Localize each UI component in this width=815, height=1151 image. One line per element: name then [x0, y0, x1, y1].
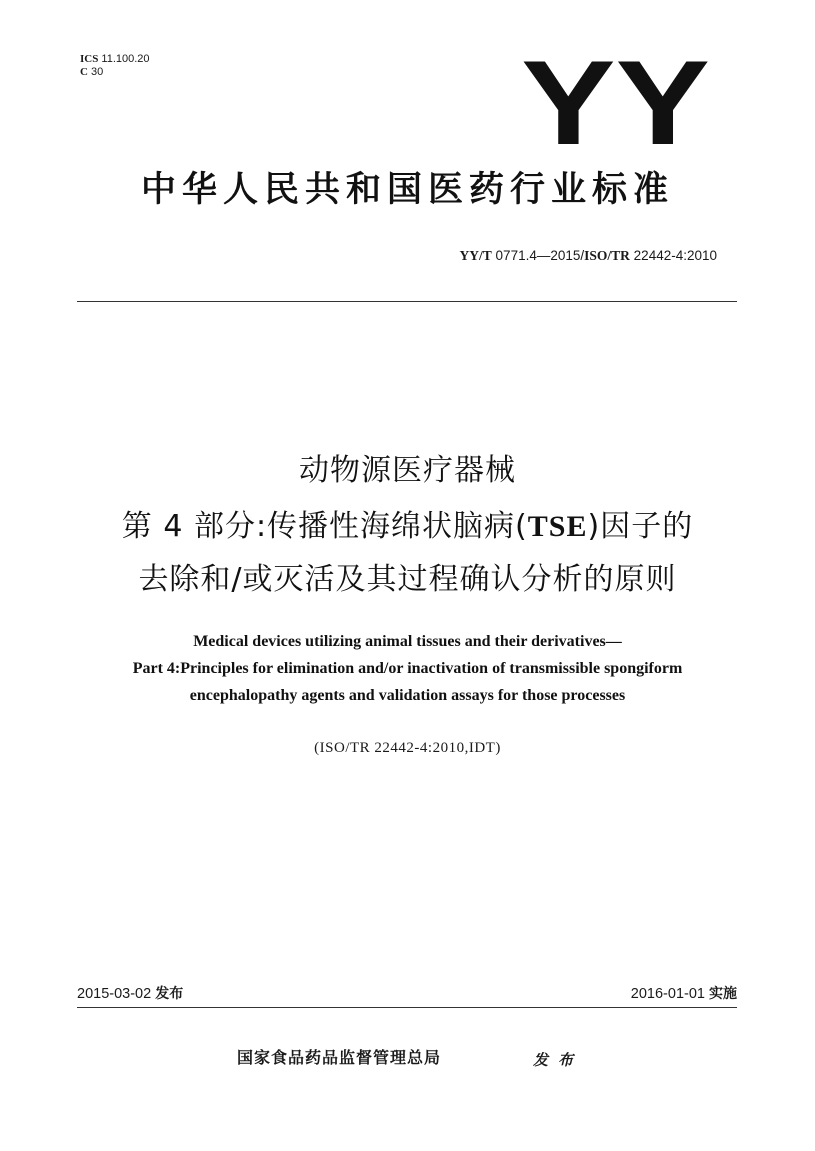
adopted-code: 22442-4:2010	[633, 248, 717, 263]
classification-codes	[80, 53, 150, 79]
standard-number	[460, 248, 717, 264]
implement-date-label: 实施	[709, 986, 737, 1002]
title-en-line1: Medical devices utilizing animal tissues and their derivatives—	[193, 633, 622, 650]
issuing-authority: 国家食品药品监督管理总局	[237, 1048, 442, 1067]
ics-code: 11.100.20	[101, 53, 150, 65]
adopted-prefix: ISO/TR	[584, 248, 630, 263]
title-cn-line1: 动物源医疗器械	[299, 453, 516, 488]
organization-title: 中华人民共和国医药行业标准	[140, 170, 674, 210]
publish-date	[77, 985, 183, 1003]
publish-date-value: 2015-03-02	[77, 986, 152, 1002]
title-en-line2: Part 4:Principles for elimination and/or inactivation of transmissible spongiform	[132, 660, 683, 677]
footer-divider	[77, 1007, 737, 1008]
ics-label: ICS	[80, 53, 99, 65]
title-cn-line3: 去除和/或灭活及其过程确认分析的原则	[138, 562, 677, 597]
title-cn-line2	[0, 503, 815, 551]
title-cn-line2-before: 第 4 部分:传播性海绵状脑病(	[121, 509, 528, 544]
header-divider	[77, 301, 737, 302]
yy-standard-logo: YY	[521, 36, 710, 170]
issue-label: 发布	[533, 1051, 584, 1069]
standard-prefix: YY/T	[459, 248, 492, 263]
ics-code-line	[80, 53, 150, 66]
equivalence-note: (ISO/TR 22442-4:2010,IDT)	[314, 740, 501, 756]
ccs-code: 30	[91, 66, 104, 78]
title-en-line3: encephalopathy agents and validation assays for those processes	[189, 687, 626, 704]
implement-date	[631, 985, 737, 1003]
title-cn-line2-tse: TSE	[527, 510, 588, 543]
standard-code: 0771.4—2015/	[495, 248, 585, 263]
implement-date-value: 2016-01-01	[630, 986, 705, 1002]
title-cn-line2-after: )因子的	[587, 509, 694, 544]
ccs-code-line	[80, 66, 150, 79]
publish-date-label: 发布	[155, 986, 184, 1002]
ccs-label: C	[80, 66, 88, 78]
